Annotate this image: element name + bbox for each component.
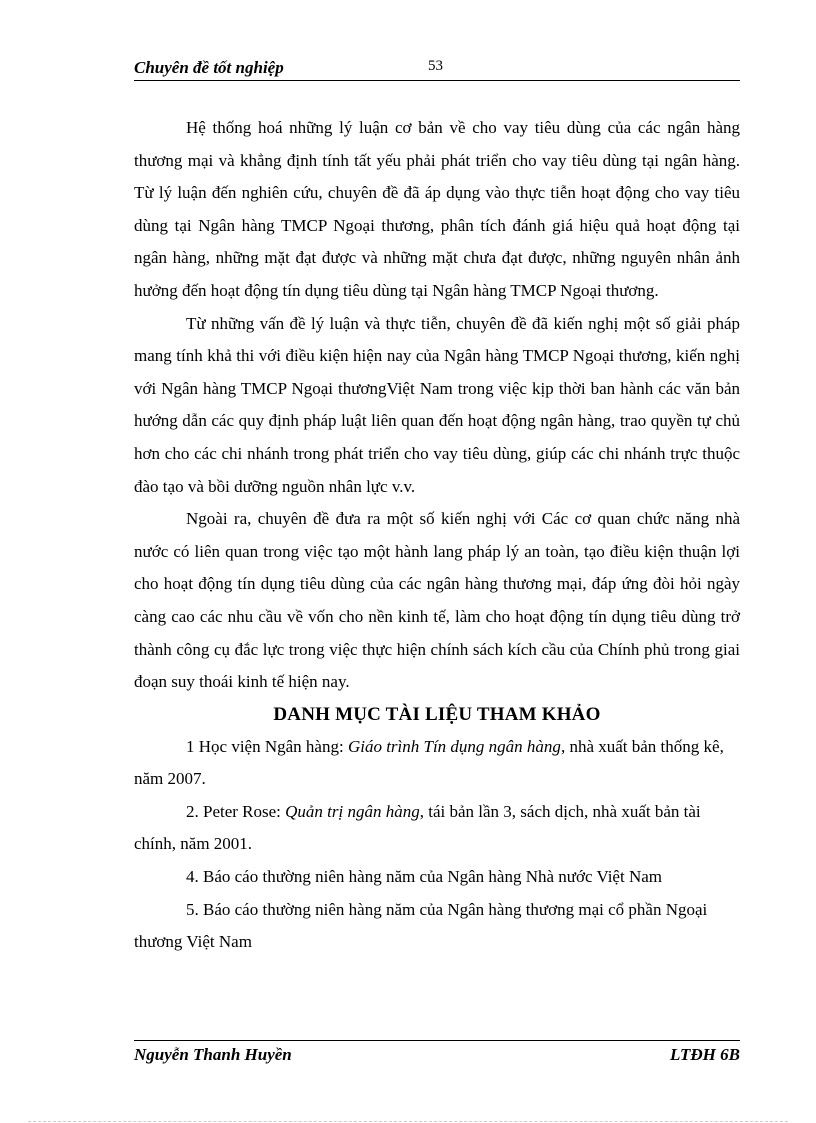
reference-book-title: Giáo trình Tín dụng ngân hàng: [347, 736, 561, 756]
reference-item: [134, 894, 740, 959]
page-number: 53: [428, 58, 443, 74]
paragraph: Ngoài ra, chuyên đề đưa ra một số kiến nghị với Các cơ quan chức năng nhà nước có liên quan trong việc tạo một hành lang pháp lý an toàn, tạo điều kiện thuận lợi cho hoạt động tín dụng tiêu dùng của các ngân hàng thương mại, đáp ứng đòi hỏi ngày càng cao các nhu cầu về vốn cho nền kinh tế, làm cho hoạt động tín dụng tiêu dùng trở thành công cụ đắc lực trong việc thực hiện chính sách kích cầu của Chính phủ trong giai đoạn suy thoái kinh tế hiện nay.: [134, 509, 740, 692]
reference-suffix: , nhà xuất bản thống kê, năm 2007.: [134, 736, 724, 789]
references-heading: DANH MỤC TÀI LIỆU THAM KHẢO: [273, 703, 601, 725]
header-title: Chuyên đề tốt nghiệp: [134, 58, 284, 77]
reference-item: [134, 731, 740, 796]
reference-book-title: Quản trị ngân hàng: [285, 801, 420, 821]
page-header: [134, 56, 740, 81]
paragraph: Từ những vấn đề lý luận và thực tiễn, chuyên đề đã kiến nghị một số giải pháp mang tính khả thi với điều kiện hiện nay của Ngân hàng TMCP Ngoại thương, kiến nghị với Ngân hàng TMCP Ngoại thươngViệt Nam trong việc kịp thời ban hành các văn bản hướng dẫn các quy định pháp luật liên quan đến hoạt động ngân hàng, trao quyền tự chủ hơn cho các chi nhánh trong phát triển cho vay tiêu dùng, giúp các chi nhánh trực thuộc đào tạo và bồi dưỡng nguồn nhân lực v.v.: [134, 313, 740, 496]
reference-prefix: 4. Báo cáo thường niên hàng năm của Ngân hàng Nhà nước Việt Nam: [186, 867, 662, 887]
paragraph: Hệ thống hoá những lý luận cơ bản về cho vay tiêu dùng của các ngân hàng thương mại và khẳng định tính tất yếu phải phát triển cho vay tiêu dùng tại ngân hàng. Từ lý luận đến nghiên cứu, chuyên đề đã áp dụng vào thực tiễn hoạt động cho vay tiêu dùng tại Ngân hàng TMCP Ngoại thương, phân tích đánh giá hiệu quả hoạt động tại ngân hàng, những mặt đạt được và những mặt chưa đạt được, những nguyên nhân ảnh hưởng đến hoạt động tín dụng tiêu dùng tại Ngân hàng TMCP Ngoại thương.: [134, 118, 740, 300]
reference-item: [134, 796, 740, 861]
document-body: [134, 112, 740, 959]
reference-prefix: 1 Học viện Ngân hàng:: [186, 736, 348, 756]
reference-suffix: , tái bản lần 3, sách dịch, nhà xuất bản tài chính, năm 2001.: [134, 801, 701, 854]
reference-item: [134, 861, 740, 894]
footer-author: Nguyễn Thanh Huyền: [134, 1045, 292, 1064]
reference-prefix: 2. Peter Rose:: [186, 801, 286, 821]
footer-class-code: LTĐH 6B: [669, 1045, 740, 1064]
page-edge-divider: [28, 1121, 788, 1122]
page-footer: [134, 1040, 740, 1071]
reference-prefix: 5. Báo cáo thường niên hàng năm của Ngân hàng thương mại cổ phần Ngoại thương Việt Nam: [134, 899, 708, 952]
